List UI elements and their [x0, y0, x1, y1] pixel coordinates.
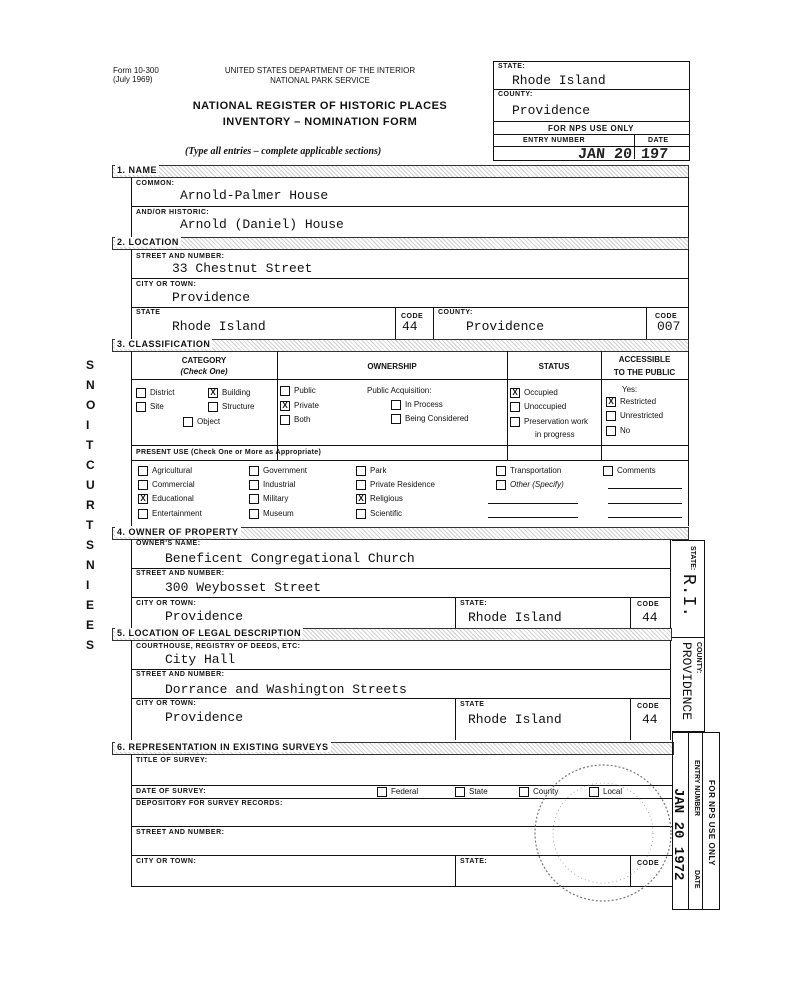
accessible-header1: ACCESSIBLE — [618, 355, 671, 364]
common-name: Arnold-Palmer House — [180, 188, 329, 203]
right-county-label: COUNTY: — [695, 642, 702, 674]
survey-code-label: CODE — [637, 860, 660, 867]
common-label: COMMON: — [136, 180, 175, 187]
status-unoccupied[interactable]: Unoccupied — [510, 402, 566, 412]
loc-code-value: 44 — [402, 319, 418, 334]
department: UNITED STATES DEPARTMENT OF THE INTERIOR — [224, 66, 416, 75]
depository-label: DEPOSITORY FOR SURVEY RECORDS: — [136, 800, 283, 807]
section-3-title: 3. CLASSIFICATION — [117, 339, 211, 349]
cat-structure[interactable]: Structure — [208, 402, 254, 412]
right-county-value: PROVIDENCE — [679, 642, 694, 721]
status-preservation[interactable]: Preservation work — [510, 417, 588, 427]
right-entry-label: ENTRY NUMBER — [693, 760, 700, 817]
legal-street-value: Dorrance and Washington Streets — [165, 682, 407, 697]
survey-state[interactable]: State — [455, 787, 488, 797]
survey-local[interactable]: Local — [589, 787, 622, 797]
section-3-band — [112, 339, 689, 352]
section-2-title: 2. LOCATION — [117, 237, 179, 247]
use-religious-mark: X — [356, 494, 366, 504]
courthouse-label: COURTHOUSE, REGISTRY OF DEEDS, ETC: — [136, 643, 301, 650]
owner-city-value: Providence — [165, 609, 244, 624]
loc-county-value: Providence — [466, 319, 545, 334]
cat-building[interactable]: X Building — [208, 388, 250, 398]
loc-state-label: STATE — [136, 309, 161, 316]
section-5-band — [112, 628, 672, 641]
instructions: (Type all entries – complete applicable sections) — [185, 146, 382, 157]
right-nps-label: FOR NPS USE ONLY — [707, 780, 716, 866]
status-occupied[interactable]: X Occupied — [510, 388, 558, 398]
access-unrestricted[interactable]: Unrestricted — [606, 411, 663, 421]
survey-city-label: CITY OR TOWN: — [136, 858, 197, 865]
own-both[interactable]: Both — [280, 415, 310, 425]
ownership-header: OWNERSHIP — [367, 362, 417, 371]
survey-federal[interactable]: Federal — [377, 787, 418, 797]
access-restricted-mark: X — [606, 397, 616, 407]
owner-name-label: OWNER'S NAME: — [136, 540, 201, 547]
use-religious[interactable]: X Religious — [356, 494, 403, 504]
survey-state-label: STATE: — [460, 858, 488, 865]
service: NATIONAL PARK SERVICE — [270, 76, 370, 85]
use-government[interactable]: Government — [249, 466, 307, 476]
entry-number-label: ENTRY NUMBER — [523, 137, 586, 144]
public-acquisition-label: Public Acquisition: — [367, 386, 432, 395]
date-stamp: JAN 20 197 — [577, 146, 669, 163]
legal-code-value: 44 — [642, 712, 658, 727]
survey-date-label: DATE OF SURVEY: — [136, 788, 207, 795]
cat-building-mark: X — [208, 388, 218, 398]
top-county-label: COUNTY: — [498, 91, 533, 98]
form-date: (July 1969) — [113, 75, 153, 84]
loc-street-label: STREET AND NUMBER: — [136, 253, 225, 260]
use-other[interactable]: Other (Specify) — [496, 480, 564, 490]
category-header: CATEGORY — [181, 356, 227, 365]
use-educational[interactable]: X Educational — [138, 494, 194, 504]
legal-city-label: CITY OR TOWN: — [136, 700, 197, 707]
right-date-label: DATE — [693, 870, 700, 889]
loc-city-label: CITY OR TOWN: — [136, 281, 197, 288]
nps-use-label: FOR NPS USE ONLY — [548, 124, 634, 133]
section-5-title: 5. LOCATION OF LEGAL DESCRIPTION — [117, 628, 302, 638]
use-museum[interactable]: Museum — [249, 509, 294, 519]
access-no[interactable]: No — [606, 426, 630, 436]
use-comments[interactable]: Comments — [603, 466, 656, 476]
section-4-title: 4. OWNER OF PROPERTY — [117, 527, 239, 537]
use-park[interactable]: Park — [356, 466, 386, 476]
survey-county[interactable]: County — [519, 787, 558, 797]
owner-code-label: CODE — [637, 601, 660, 608]
survey-title-label: TITLE OF SURVEY: — [136, 757, 208, 764]
date-label: DATE — [648, 137, 669, 144]
loc-city-value: Providence — [172, 290, 251, 305]
own-private[interactable]: X Private — [280, 401, 319, 411]
official-seal-stamp — [528, 758, 678, 908]
loc-county-label: COUNTY: — [438, 309, 473, 316]
owner-code-value: 44 — [642, 610, 658, 625]
top-state-value: Rhode Island — [512, 73, 606, 88]
category-sub: (Check One) — [180, 367, 228, 376]
right-state-value: R.I. — [678, 574, 698, 618]
use-industrial[interactable]: Industrial — [249, 480, 295, 490]
access-restricted[interactable]: X Restricted — [606, 397, 656, 407]
courthouse-value: City Hall — [165, 652, 236, 667]
legal-code-label: CODE — [637, 703, 660, 710]
acq-being-considered[interactable]: Being Considered — [391, 414, 469, 424]
legal-city-value: Providence — [165, 710, 244, 725]
owner-street-label: STREET AND NUMBER: — [136, 570, 225, 577]
section-4-band — [112, 527, 689, 540]
right-date-stamp: JAN 20 1972 — [670, 788, 686, 881]
survey-street-label: STREET AND NUMBER: — [136, 829, 225, 836]
top-county-value: Providence — [512, 103, 591, 118]
use-scientific[interactable]: Scientific — [356, 509, 402, 519]
status-occupied-mark: X — [510, 388, 520, 398]
status-header: STATUS — [538, 362, 570, 371]
own-private-mark: X — [280, 401, 290, 411]
legal-state-label: STATE — [460, 701, 485, 708]
loc-county-code-value: 007 — [657, 319, 681, 334]
loc-street-value: 33 Chestnut Street — [172, 261, 313, 276]
loc-code-label: CODE — [401, 313, 424, 320]
use-educational-mark: X — [138, 494, 148, 504]
owner-state-label: STATE: — [460, 600, 488, 607]
section-6-band — [112, 742, 674, 755]
owner-city-label: CITY OR TOWN: — [136, 600, 197, 607]
access-yes-label: Yes: — [622, 385, 638, 394]
historic-label: AND/OR HISTORIC: — [136, 209, 210, 216]
status-preservation-line2: in progress — [535, 430, 575, 439]
legal-street-label: STREET AND NUMBER: — [136, 671, 225, 678]
section-1-band — [112, 165, 689, 178]
use-entertainment[interactable]: Entertainment — [138, 509, 202, 519]
present-use-label: PRESENT USE (Check One or More as Appropriate) — [136, 449, 322, 456]
acq-in-process[interactable]: In Process — [391, 400, 443, 410]
loc-county-code-label: CODE — [655, 313, 678, 320]
section-1-title: 1. NAME — [117, 165, 158, 175]
historic-name: Arnold (Daniel) House — [180, 217, 344, 232]
legal-state-value: Rhode Island — [468, 712, 562, 727]
form-title-line2: INVENTORY – NOMINATION FORM — [222, 116, 418, 128]
section-6-title: 6. REPRESENTATION IN EXISTING SURVEYS — [117, 742, 329, 752]
cat-district[interactable]: District — [136, 388, 174, 398]
top-state-label: STATE: — [498, 63, 526, 70]
right-state-label: STATE: — [689, 546, 696, 571]
form-title-line1: NATIONAL REGISTER OF HISTORIC PLACES — [192, 100, 448, 112]
cat-object[interactable]: Object — [183, 417, 220, 427]
cat-site[interactable]: Site — [136, 402, 164, 412]
use-private-residence[interactable]: Private Residence — [356, 480, 435, 490]
accessible-header2: TO THE PUBLIC — [613, 368, 676, 377]
use-commercial[interactable]: Commercial — [138, 480, 195, 490]
section-2-band — [112, 237, 689, 250]
owner-street-value: 300 Weybosset Street — [165, 580, 322, 595]
form-number: Form 10-300 — [113, 66, 159, 75]
owner-name-value: Beneficent Congregational Church — [165, 551, 415, 566]
use-transportation[interactable]: Transportation — [496, 466, 561, 476]
use-agricultural[interactable]: Agricultural — [138, 466, 192, 476]
own-public[interactable]: Public — [280, 386, 316, 396]
use-military[interactable]: Military — [249, 494, 288, 504]
owner-state-value: Rhode Island — [468, 610, 562, 625]
loc-state-value: Rhode Island — [172, 319, 266, 334]
